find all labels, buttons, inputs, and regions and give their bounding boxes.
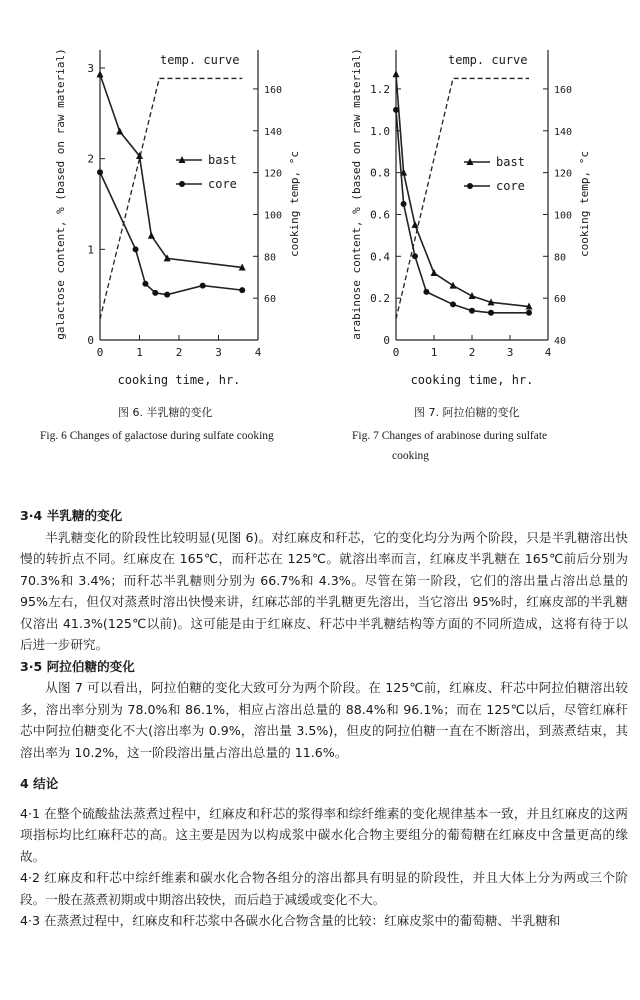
core-point [412,253,418,259]
y-tick-label: 0.4 [370,250,390,264]
core-point [450,301,456,307]
conclusion-4-1: 4·1 在整个硫酸盐法蒸煮过程中，红麻皮和秆芯的浆得率和综纤维素的变化规律基本一致，并且红麻皮的这两项指标均比红麻秆芯的高。这主要是因为以构成浆中碳水化合物主要组分的葡萄糖在红麻皮中含量更高的缘故。 [20,805,628,864]
core-point [526,310,532,316]
core-series-line [396,110,529,313]
bast-point [97,70,104,77]
y-tick-label: 1.2 [370,82,390,96]
section-heading-3-4: 3·4 半乳糖的变化 [20,508,123,523]
x-axis-label: cooking time, hr. [117,373,241,387]
bast-series-line [100,74,242,267]
core-point [142,281,148,287]
x-tick-label: 4 [254,346,262,359]
fig7-caption-en-line2: cooking [392,450,430,462]
x-tick-label: 2 [175,346,183,359]
legend-label-bast: bast [496,155,525,169]
y-tick-label: 3 [87,62,94,75]
fig7-caption-en-line1: Fig. 7 Changes of arabinose during sulfate [352,430,548,442]
legend-label-bast: bast [208,153,237,167]
bast-point [412,221,419,228]
y-tick-label: 1 [87,243,94,257]
core-point [239,287,245,293]
y2-tick-label: 80 [264,252,277,264]
bast-point [393,70,400,77]
core-point [393,107,399,113]
fig6-caption-en: Fig. 6 Changes of galactose during sulfate cooking [40,430,274,442]
core-point [152,290,158,296]
x-axis-label: cooking time, hr. [410,373,534,387]
legend-marker-core [179,181,185,187]
x-tick-label: 4 [544,346,552,359]
body-text [20,505,628,932]
core-point [423,289,429,295]
legend-label-core: core [496,179,525,193]
y-tick-label: 1.0 [370,124,390,138]
bast-point [450,282,457,289]
y2-tick-label: 120 [554,168,573,180]
temp-curve-label: temp. curve [448,53,528,67]
core-point [488,310,494,316]
paragraph-3-4: 半乳糖变化的阶段性比较明显(见图 6)。对红麻皮和秆芯，它的变化均分为两个阶段，只是半乳糖溶出快慢的转折点不同。红麻皮在 165℃，而秆芯在 125℃。就溶出率而言，红麻皮半乳糖在 165℃前后分别为 70.3%和 3.4%；而秆芯半乳糖则分别为 66.7%和 4.3%。尽管在第一阶段，它们的溶出量占溶出总量的 95%左右，但仅对蒸煮时溶出快慢来讲，红麻芯部的半乳糖更先溶出，当它溶出 95%时，红麻皮部的半乳糖仅溶出 41.3%(125℃以前)。这可能是由于红麻皮、秆芯中半乳糖结构等方面的不同所造成，这将有待于以后进一步研究。 [20,529,628,652]
y-tick-label: 0.8 [370,166,390,180]
y2-tick-label: 140 [264,126,283,138]
figure-7-chart [320,0,640,410]
y2-tick-label: 60 [554,294,567,306]
legend-marker-core [467,183,473,189]
fig7-caption-cn: 图 7. 阿拉伯糖的变化 [414,406,520,419]
x-tick-label: 0 [96,346,104,359]
bast-point [116,127,123,134]
legend-label-core: core [208,177,237,191]
y2-tick-label: 140 [554,126,573,138]
temp-curve-line [100,78,242,319]
core-point [469,308,475,314]
figure-6-chart [0,0,320,410]
y-axis-label: arabinose content, % (based on raw material) [350,48,363,340]
y2-tick-label: 80 [554,252,567,264]
fig6-caption-cn: 图 6. 半乳糖的变化 [118,406,213,419]
y2-tick-label: 100 [264,210,283,222]
core-point [401,201,407,207]
y2-tick-label: 160 [554,84,573,96]
paragraph-3-5: 从图 7 可以看出，阿拉伯糖的变化大致可分为两个阶段。在 125℃前，红麻皮、秆芯中阿拉伯糖溶出较多，溶出率分别为 78.0%和 86.1%，相应占溶出总量的 88.4%和 96.1%；而在 125℃以后，尽管红麻秆芯中阿拉伯糖变化不大(溶出率为 0.9%，溶出量 3.5%)，但皮的阿拉伯糖一直在不断溶出，到蒸煮结束，其溶出率为 10.2%，这一阶段溶出量占溶出总量的 11.6%。 [20,680,628,760]
core-point [200,283,206,289]
bast-point [148,232,155,239]
temp-curve-label: temp. curve [160,53,240,67]
y-tick-label: 2 [87,152,94,166]
core-point [164,292,170,298]
y2-axis-label: cooking temp, °c [288,151,301,257]
y2-tick-label: 120 [264,168,283,180]
y2-tick-label: 60 [264,294,277,306]
x-tick-label: 0 [392,346,400,359]
conclusion-4-3: 4·3 在蒸煮过程中，红麻皮和秆芯浆中各碳水化合物含量的比较：红麻皮浆中的葡萄糖、半乳糖和 [20,913,561,928]
y-tick-label: 0.6 [370,208,390,222]
bast-point [431,269,438,276]
section-heading-3-5: 3·5 阿拉伯糖的变化 [20,658,135,674]
conclusion-4-2: 4·2 红麻皮和秆芯中综纤维素和碳水化合物各组分的溶出都具有明显的阶段性，并且大体上分为两或三个阶段。一般在蒸煮初期或中期溶出较快，而后趋于减缓或变化不大。 [20,870,628,907]
y-tick-label: 0.2 [370,292,390,306]
x-tick-label: 3 [215,346,222,359]
x-tick-label: 3 [506,346,514,359]
x-tick-label: 1 [430,346,438,359]
y2-tick-label: 40 [554,336,567,347]
temp-curve-line [396,78,529,319]
y-tick-label: 0 [383,334,390,347]
x-tick-label: 1 [136,346,143,359]
y2-tick-label: 100 [554,210,573,222]
x-tick-label: 2 [468,346,476,359]
y2-axis-label: cooking temp, °c [578,151,591,257]
core-point [133,246,139,252]
y2-tick-label: 160 [264,84,283,96]
section-heading-4: 4 结论 [20,776,59,791]
y-tick-label: 0 [87,334,94,347]
y-axis-label: galactose content, % (based on raw material) [54,48,67,340]
core-point [97,169,103,175]
